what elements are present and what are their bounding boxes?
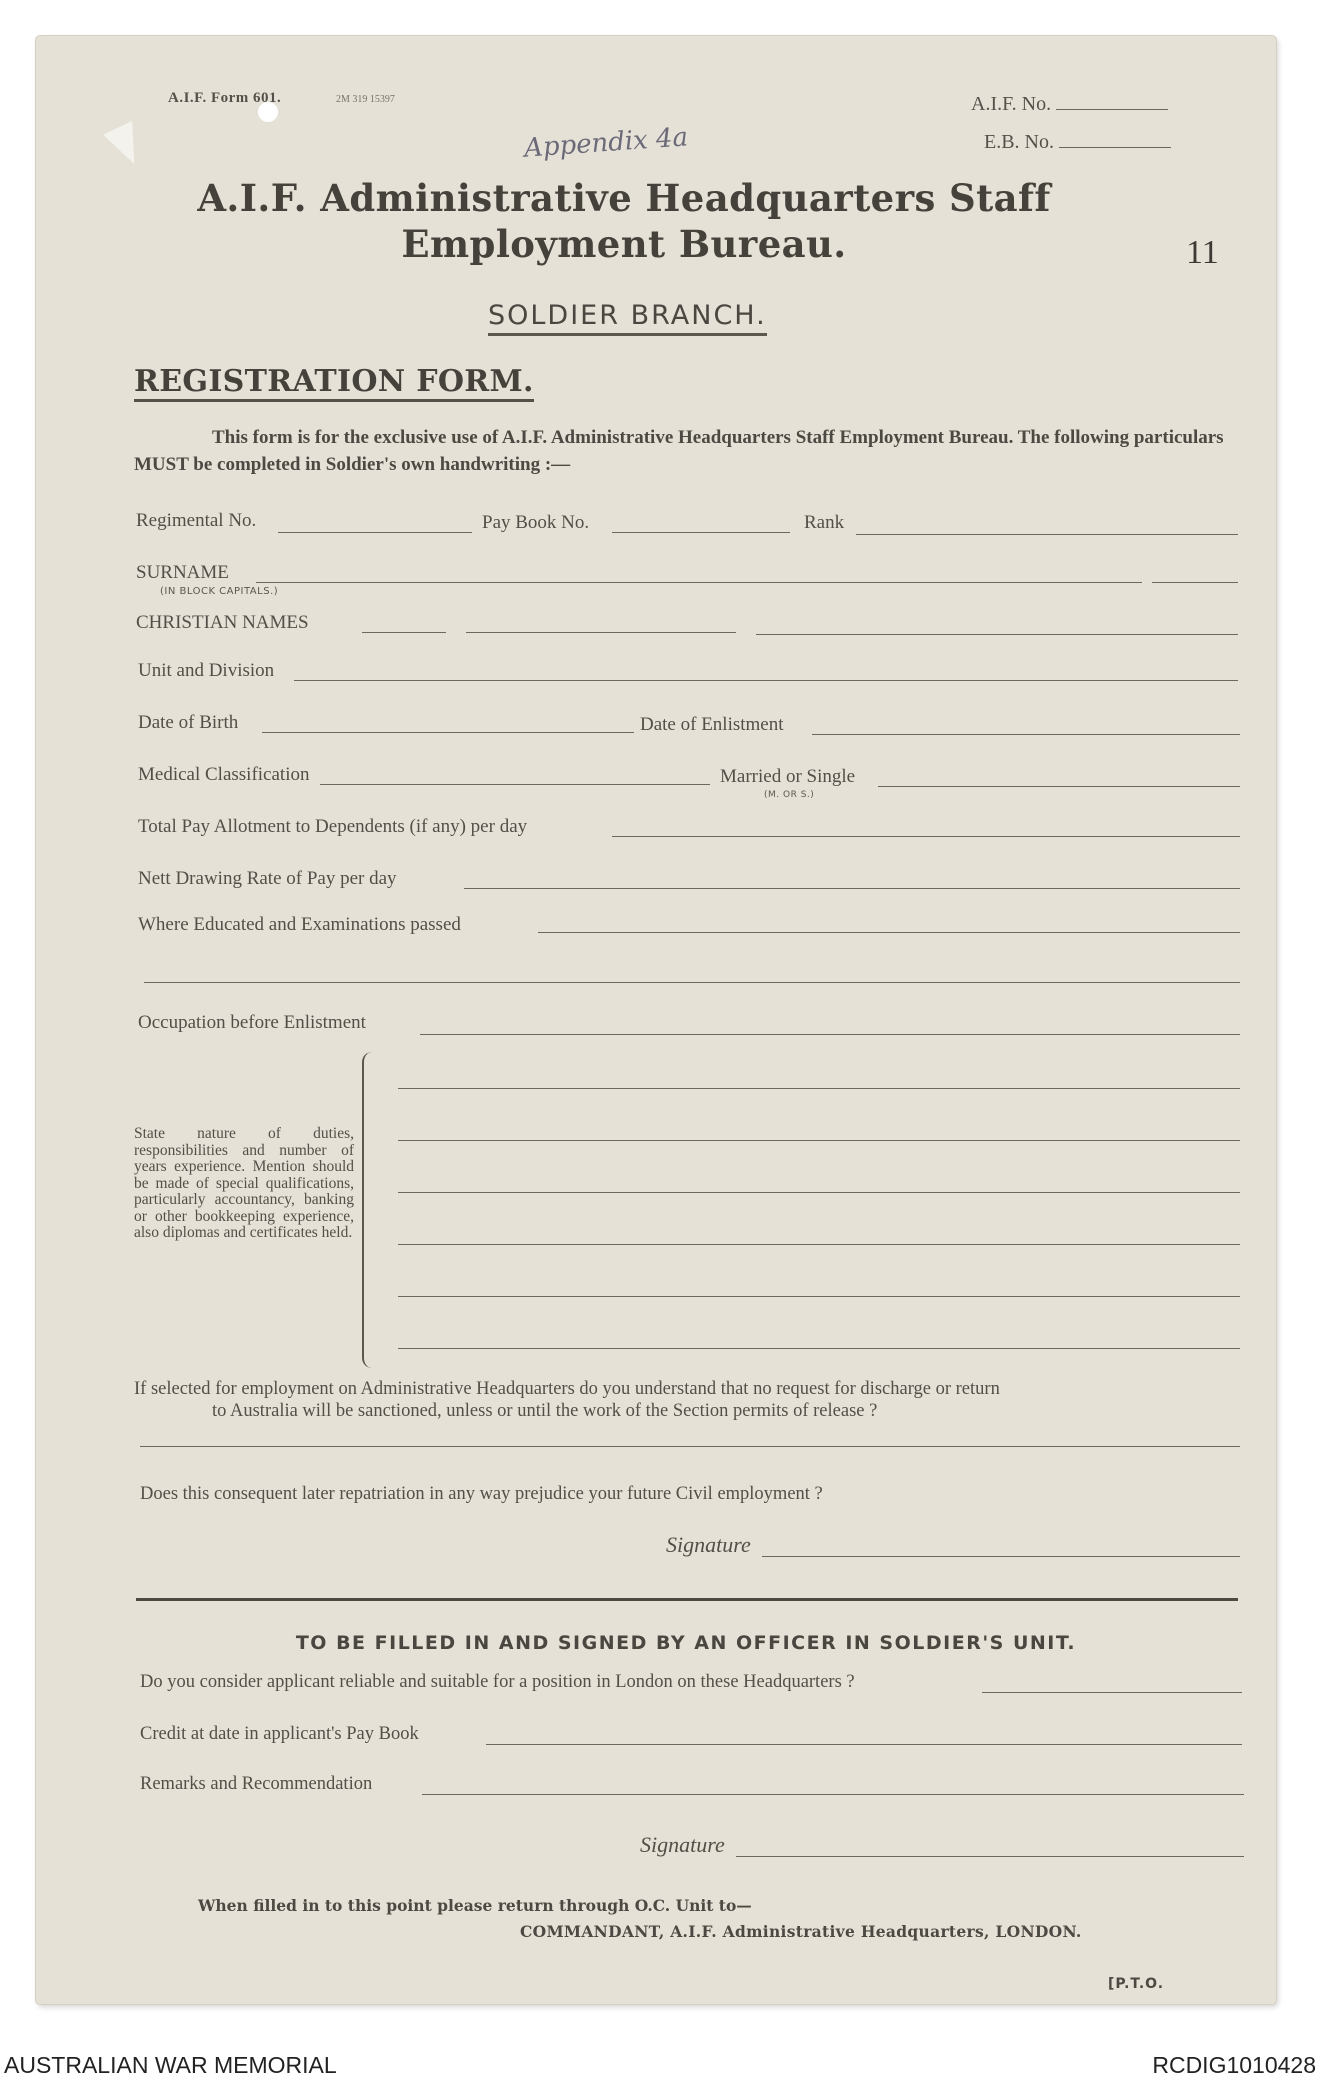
educated-line-2[interactable] [144, 982, 1240, 983]
pay-allotment-label: Total Pay Allotment to Dependents (if any) per day [138, 816, 528, 837]
pay-book-no-label: Pay Book No. [482, 512, 590, 533]
pto-mark: [P.T.O. [1108, 1976, 1165, 1992]
nett-rate-label: Nett Drawing Rate of Pay per day [138, 868, 397, 889]
surname-hint: (IN BLOCK CAPITALS.) [160, 586, 279, 597]
employment-answer-line[interactable] [140, 1446, 1240, 1447]
reliable-answer-line[interactable] [982, 1692, 1242, 1693]
reliable-question: Do you consider applicant reliable and suitable for a position in London on these Headquarters ? [140, 1672, 855, 1692]
aif-no-line[interactable] [1056, 92, 1168, 110]
educated-label: Where Educated and Examinations passed [138, 914, 461, 935]
regimental-no-line[interactable] [278, 532, 472, 533]
duties-line-4[interactable] [398, 1244, 1240, 1245]
duties-note: State nature of duties, responsibilities and number of years experience. Mention should be made of special qualifications, particularly accountancy, banking or other bookkeeping experience, also diplomas and certificates held. [134, 1125, 354, 1241]
unit-division-label: Unit and Division [138, 660, 275, 681]
surname-line[interactable] [256, 582, 1142, 583]
branch-heading: SOLDIER BRANCH. [488, 300, 767, 336]
married-single-hint: (M. OR S.) [764, 790, 815, 800]
return-address: COMMANDANT, A.I.F. Administrative Headquarters, LONDON. [520, 1922, 1082, 1941]
employment-question [134, 1378, 1234, 1422]
date-of-birth-label: Date of Birth [138, 712, 239, 733]
remarks-line[interactable] [422, 1794, 1244, 1795]
eb-no-line[interactable] [1059, 130, 1171, 148]
surname-label: SURNAME [136, 562, 229, 583]
christian-names-line-2[interactable] [466, 632, 736, 633]
footer-record-id: RCDIG1010428 [1152, 2052, 1316, 2078]
intro-body: This form is for the exclusive use of A.I.F. Administrative Headquarters Staff Employment Bureau. The following particulars MUST be completed in Soldier's own handwriting :— [134, 427, 1224, 475]
remarks-label: Remarks and Recommendation [140, 1774, 373, 1794]
aif-no-label: A.I.F. No. [971, 93, 1052, 115]
unit-division-line[interactable] [294, 680, 1238, 681]
married-single-line[interactable] [878, 786, 1240, 787]
christian-names-label: CHRISTIAN NAMES [136, 612, 309, 633]
officer-section-heading: TO BE FILLED IN AND SIGNED BY AN OFFICER IN SOLDIER'S UNIT. [295, 1632, 1077, 1654]
nett-rate-line[interactable] [464, 888, 1240, 889]
educated-line-1[interactable] [538, 932, 1240, 933]
duties-line-2[interactable] [398, 1140, 1240, 1141]
duties-line-3[interactable] [398, 1192, 1240, 1193]
form-title-line1: A.I.F. Administrative Headquarters Staff [197, 176, 1051, 220]
soldier-signature-label: Signature [666, 1532, 751, 1557]
surname-line-end[interactable] [1152, 582, 1238, 583]
date-of-enlistment-line[interactable] [812, 734, 1240, 735]
rank-line[interactable] [856, 534, 1238, 535]
officer-signature-line[interactable] [736, 1856, 1244, 1857]
paper-tear [103, 121, 149, 171]
married-single-label: Married or Single [720, 766, 856, 787]
employment-question-line1: If selected for employment on Administrative Headquarters do you understand that no request for discharge or return [134, 1379, 1000, 1399]
employment-question-line2: to Australia will be sanctioned, unless or until the work of the Section permits of release ? [212, 1401, 878, 1421]
document-number: 11 [1186, 234, 1219, 271]
section-divider [136, 1598, 1238, 1601]
medical-classification-line[interactable] [320, 784, 710, 785]
eb-no-field [984, 130, 1171, 154]
occupation-line[interactable] [420, 1034, 1240, 1035]
pay-allotment-line[interactable] [612, 836, 1240, 837]
duties-line-6[interactable] [398, 1348, 1240, 1349]
duties-line-1[interactable] [398, 1088, 1240, 1089]
intro-text [134, 424, 1232, 478]
credit-line[interactable] [486, 1744, 1242, 1745]
rank-label: Rank [804, 512, 845, 533]
form-title-line2: Employment Bureau. [401, 222, 847, 266]
duties-line-5[interactable] [398, 1296, 1240, 1297]
soldier-signature-line[interactable] [762, 1556, 1240, 1557]
credit-label: Credit at date in applicant's Pay Book [140, 1724, 419, 1744]
duties-brace [362, 1052, 376, 1368]
handwritten-note: Appendix 4a [523, 122, 689, 164]
pay-book-no-line[interactable] [612, 532, 790, 533]
aif-no-field [971, 92, 1168, 116]
registration-heading: REGISTRATION FORM. [134, 364, 534, 402]
christian-names-line-3[interactable] [756, 634, 1238, 635]
date-of-birth-line[interactable] [262, 732, 634, 733]
medical-classification-label: Medical Classification [138, 764, 310, 785]
print-code: 2M 319 15397 [336, 94, 395, 105]
occupation-label: Occupation before Enlistment [138, 1012, 366, 1033]
christian-names-line-1[interactable] [362, 632, 446, 633]
regimental-no-label: Regimental No. [136, 510, 257, 531]
form-number: A.I.F. Form 601. [168, 90, 282, 106]
return-instruction: When filled in to this point please return through O.C. Unit to— [198, 1896, 752, 1915]
footer-institution: AUSTRALIAN WAR MEMORIAL [4, 2052, 337, 2078]
eb-no-label: E.B. No. [984, 131, 1054, 153]
form-sheet [36, 36, 1276, 2004]
officer-signature-label: Signature [640, 1832, 725, 1857]
date-of-enlistment-label: Date of Enlistment [640, 714, 784, 735]
repatriation-question: Does this consequent later repatriation in any way prejudice your future Civil employment ? [140, 1484, 823, 1504]
